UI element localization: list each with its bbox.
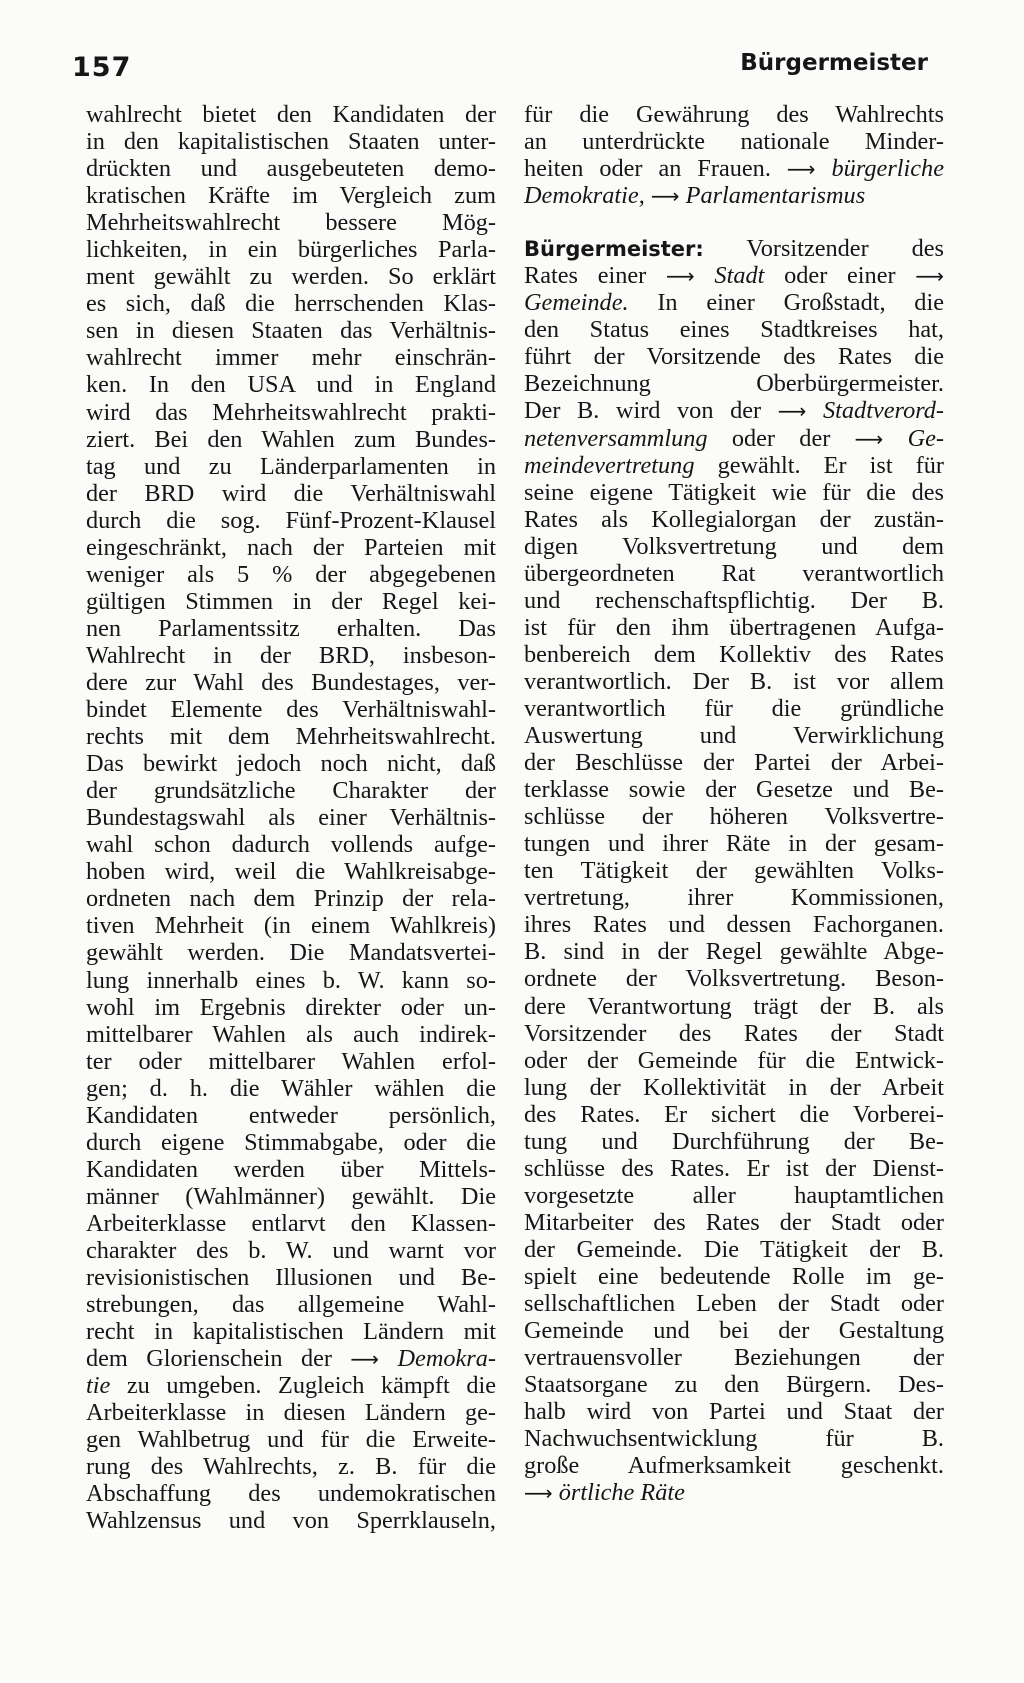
- running-head: Bürgermeister: [740, 50, 928, 76]
- text-line: Bezeichnung Oberbürgermeister.: [524, 370, 944, 398]
- cross-reference-arrow-icon: ⟶: [854, 426, 884, 451]
- text-line: revisionistischen Illusionen und Be-: [86, 1264, 496, 1292]
- text-line: große Aufmerksamkeit geschenkt.: [524, 1452, 944, 1480]
- cross-reference-arrow-icon: ⟶: [786, 157, 816, 182]
- text-line: B. sind in der Regel gewählte Abge-: [524, 938, 944, 966]
- text-line: Mitarbeiter des Rates der Stadt oder: [524, 1208, 944, 1236]
- text-line: Kandidaten entweder persönlich,: [86, 1101, 496, 1129]
- text-line: spielt eine bedeutende Rolle im ge-: [524, 1262, 944, 1290]
- text-line: Staatsorgane zu den Bürgern. Des-: [524, 1371, 944, 1399]
- text-line: Wahlrecht in der BRD, insbeson-: [86, 641, 496, 669]
- text-line: oder der Gemeinde für die Entwick-: [524, 1046, 944, 1074]
- text-line: dere Verantwortung trägt der B. als: [524, 992, 944, 1020]
- text-line: der BRD wird die Verhältniswahl: [86, 479, 496, 507]
- text-line: der Gemeinde. Die Tätigkeit der B.: [524, 1235, 944, 1263]
- text-line: den Status eines Stadtkreises hat,: [524, 316, 944, 344]
- text-line: und rechenschaftspflichtig. Der B.: [524, 586, 944, 614]
- cross-reference-demokratie[interactable]: Demokra-: [397, 1345, 497, 1373]
- text-line: Auswertung und Verwirklichung: [524, 722, 944, 750]
- text-line: Wahlzensus und von Sperrklauseln,: [86, 1507, 496, 1535]
- text-line: in den kapitalistischen Staaten unter-: [86, 128, 496, 156]
- text-line: digen Volksvertretung und dem: [524, 532, 944, 560]
- cross-reference-arrow-icon: ⟶: [650, 184, 680, 209]
- cross-reference-stadtverordnetenversammlung[interactable]: Stadtverord-: [823, 397, 945, 425]
- text-line: der grundsätzliche Charakter der: [86, 777, 496, 805]
- entry-buergermeister: [524, 235, 944, 1506]
- text-line: lung der Kollektivität in der Arbeit: [524, 1073, 944, 1101]
- text-line: tie zu umgeben. Zugleich kämpft die: [86, 1372, 496, 1400]
- entry-headword: Bürgermeister:: [524, 237, 704, 262]
- text-line: Abschaffung des undemokratischen: [86, 1480, 496, 1508]
- text-line: gewählt werden. Die Mandatsvertei-: [86, 939, 496, 967]
- text-line: nen Parlamentssitz erhalten. Das: [86, 614, 496, 642]
- text-line: ziert. Bei den Wahlen zum Bundes-: [86, 425, 496, 453]
- text-line: Bundestagswahl als einer Verhältnis-: [86, 804, 496, 832]
- text-line: gültigen Stimmen in der Regel kei-: [86, 587, 496, 615]
- cross-reference-stadtverordnetenversammlung-cont[interactable]: netenversammlung: [524, 424, 708, 452]
- text-line: rechts mit dem Mehrheitswahlrecht.: [86, 723, 496, 751]
- text-line: durch eigene Stimmabgabe, oder die: [86, 1128, 496, 1156]
- text-line: Mehrheitswahlrecht bessere Mög-: [86, 209, 496, 237]
- text-line: ordnete der Volksvertretung. Beson-: [524, 965, 944, 993]
- cross-reference-arrow-icon: ⟶: [915, 264, 944, 289]
- cross-reference-oertliche-raete[interactable]: örtliche Räte: [558, 1479, 685, 1507]
- text-line: lichkeiten, in ein bürgerliches Parla-: [86, 236, 496, 264]
- text-line: Vorsitzender des Rates der Stadt: [524, 1019, 944, 1047]
- text-line: wahlrecht bietet den Kandidaten der: [86, 101, 496, 128]
- text-line: halb wird von Partei und Staat der: [524, 1398, 944, 1426]
- cross-reference-buergerliche-demokratie-cont[interactable]: Demokratie,: [524, 182, 645, 210]
- text-line: Kandidaten werden über Mittels-: [86, 1155, 496, 1183]
- text-line: meindevertretung gewählt. Er ist für: [524, 451, 944, 479]
- text-line: wahl schon dadurch vollends aufge-: [86, 831, 496, 859]
- text-line: vertrauensvoller Beziehungen der: [524, 1344, 944, 1372]
- text-line: verantwortlich. Der B. ist vor allem: [524, 667, 944, 695]
- text-line: hoben wird, weil die Wahlkreisabge-: [86, 858, 496, 886]
- page-number: 157: [72, 52, 132, 83]
- text-line: Rates einer ⟶ Stadt oder einer ⟶: [524, 262, 944, 290]
- text-line: an unterdrückte nationale Minder-: [524, 128, 944, 156]
- text-line: terklasse sowie der Gesetze und Be-: [524, 776, 944, 804]
- text-line: des Rates. Er sichert die Vorberei-: [524, 1100, 944, 1128]
- text-line: ken. In den USA und in England: [86, 371, 496, 399]
- text-line: der Beschlüsse der Partei der Arbei-: [524, 749, 944, 777]
- text-line: recht in kapitalistischen Ländern mit: [86, 1318, 496, 1346]
- text-line: für die Gewährung des Wahlrechts: [524, 101, 944, 128]
- text-line: strebungen, das allgemeine Wahl-: [86, 1291, 496, 1319]
- text-line: [524, 1479, 944, 1506]
- text-line: Nachwuchsentwicklung für B.: [524, 1425, 944, 1453]
- text-line: kratischen Kräfte im Vergleich zum: [86, 182, 496, 210]
- text-line: schlüsse des Rates. Er ist der Dienst-: [524, 1154, 944, 1182]
- text-line: tungen und ihrer Räte in der gesam-: [524, 830, 944, 858]
- text-line: übergeordneten Rat verantwortlich: [524, 559, 944, 587]
- text-line: Arbeiterklasse entlarvt den Klassen-: [86, 1209, 496, 1237]
- cross-reference-buergerliche-demokratie[interactable]: bürgerliche: [831, 155, 944, 183]
- cross-reference-gemeindevertretung[interactable]: Ge-: [907, 424, 945, 452]
- text-line: charakter des b. W. und warnt vor: [86, 1236, 496, 1264]
- text-line: vorgesetzte aller hauptamtlichen: [524, 1181, 944, 1209]
- text-line: gen Wahlbetrug und für die Erweite-: [86, 1426, 496, 1454]
- cross-reference-arrow-icon: ⟶: [350, 1347, 380, 1372]
- text-line: Arbeiterklasse in diesen Ländern ge-: [86, 1399, 496, 1427]
- continued-entry: [524, 101, 944, 209]
- text-line: seine eigene Tätigkeit wie für die des: [524, 478, 944, 506]
- text-line: sen in diesen Staaten das Verhältnis-: [86, 317, 496, 345]
- text-line: führt der Vorsitzende des Rates die: [524, 343, 944, 371]
- text-line: Gemeinde. In einer Großstadt, die: [524, 289, 944, 317]
- text-line: vertretung, ihrer Kommissionen,: [524, 884, 944, 912]
- cross-reference-arrow-icon: ⟶: [777, 399, 807, 424]
- cross-reference-parlamentarismus[interactable]: Parlamentarismus: [685, 182, 866, 210]
- text-line: mittelbarer Wahlen als auch indirek-: [86, 1020, 496, 1048]
- text-line: tag und zu Länderparlamenten in: [86, 452, 496, 480]
- left-column: [86, 101, 496, 1534]
- text-line: tiven Mehrheit (in einem Wahlkreis): [86, 912, 496, 940]
- cross-reference-demokratie-cont[interactable]: tie: [86, 1372, 111, 1400]
- text-line: Bürgermeister: Vorsitzender des: [524, 235, 945, 263]
- text-line: tung und Durchführung der Be-: [524, 1127, 944, 1155]
- text-line: Der B. wird von der ⟶ Stadtverord-: [524, 397, 945, 425]
- text-line: ment gewählt zu werden. So erklärt: [86, 263, 496, 291]
- text-line: ten Tätigkeit der gewählten Volks-: [524, 857, 944, 885]
- text-line: [524, 182, 944, 209]
- text-line: bindet Elemente des Verhältniswahl-: [86, 696, 496, 724]
- text-line: ter oder mittelbarer Wahlen erfol-: [86, 1047, 496, 1075]
- text-line: heiten oder an Frauen. ⟶ bürgerliche: [524, 155, 944, 183]
- text-line: dere zur Wahl des Bundestages, ver-: [86, 668, 496, 696]
- text-line: wohl im Ergebnis direkter oder un-: [86, 993, 496, 1021]
- text-line: durch die sog. Fünf-Prozent-Klausel: [86, 506, 496, 534]
- text-line: verantwortlich für die gründliche: [524, 694, 944, 722]
- text-line: Gemeinde und bei der Gestaltung: [524, 1317, 944, 1345]
- text-line: es sich, daß die herrschenden Klas-: [86, 290, 496, 318]
- cross-reference-arrow-icon: ⟶: [666, 264, 695, 289]
- cross-reference-stadt[interactable]: Stadt: [714, 262, 765, 290]
- text-line: gen; d. h. die Wähler wählen die: [86, 1074, 496, 1102]
- cross-reference-gemeindevertretung-cont[interactable]: meindevertretung: [524, 451, 695, 479]
- cross-reference-gemeinde[interactable]: Gemeinde.: [524, 289, 629, 317]
- right-column: [524, 101, 944, 1506]
- cross-reference-arrow-icon: ⟶: [524, 1481, 553, 1506]
- text-line: ist für den ihm übertragenen Aufga-: [524, 613, 944, 641]
- text-line: benbereich dem Kollektiv des Rates: [524, 640, 944, 668]
- text-line: wahlrecht immer mehr einschrän-: [86, 344, 496, 372]
- text-line: wird das Mehrheitswahlrecht prakti-: [86, 398, 496, 426]
- text-line: ordneten nach dem Prinzip der rela-: [86, 885, 496, 913]
- text-line: dem Glorienschein der ⟶ Demokra-: [86, 1345, 497, 1373]
- text-line: netenversammlung oder der ⟶ Ge-: [524, 424, 945, 452]
- text-line: sellschaftlichen Leben der Stadt oder: [524, 1290, 944, 1318]
- text-line: rung des Wahlrechts, z. B. für die: [86, 1453, 496, 1481]
- page-header: [72, 46, 928, 86]
- text-line: drückten und ausgebeuteten demo-: [86, 155, 496, 183]
- text-line: weniger als 5 % der abgegebenen: [86, 560, 496, 588]
- text-line: schlüsse der höheren Volksvertre-: [524, 803, 944, 831]
- text-line: ihres Rates und dessen Fachorganen.: [524, 911, 944, 939]
- text-line: Das bewirkt jedoch noch nicht, daß: [86, 750, 496, 778]
- text-line: eingeschränkt, nach der Parteien mit: [86, 533, 496, 561]
- text-line: Rates als Kollegialorgan der zustän-: [524, 505, 944, 533]
- text-line: männer (Wahlmänner) gewählt. Die: [86, 1182, 496, 1210]
- text-line: lung innerhalb eines b. W. kann so-: [86, 966, 496, 994]
